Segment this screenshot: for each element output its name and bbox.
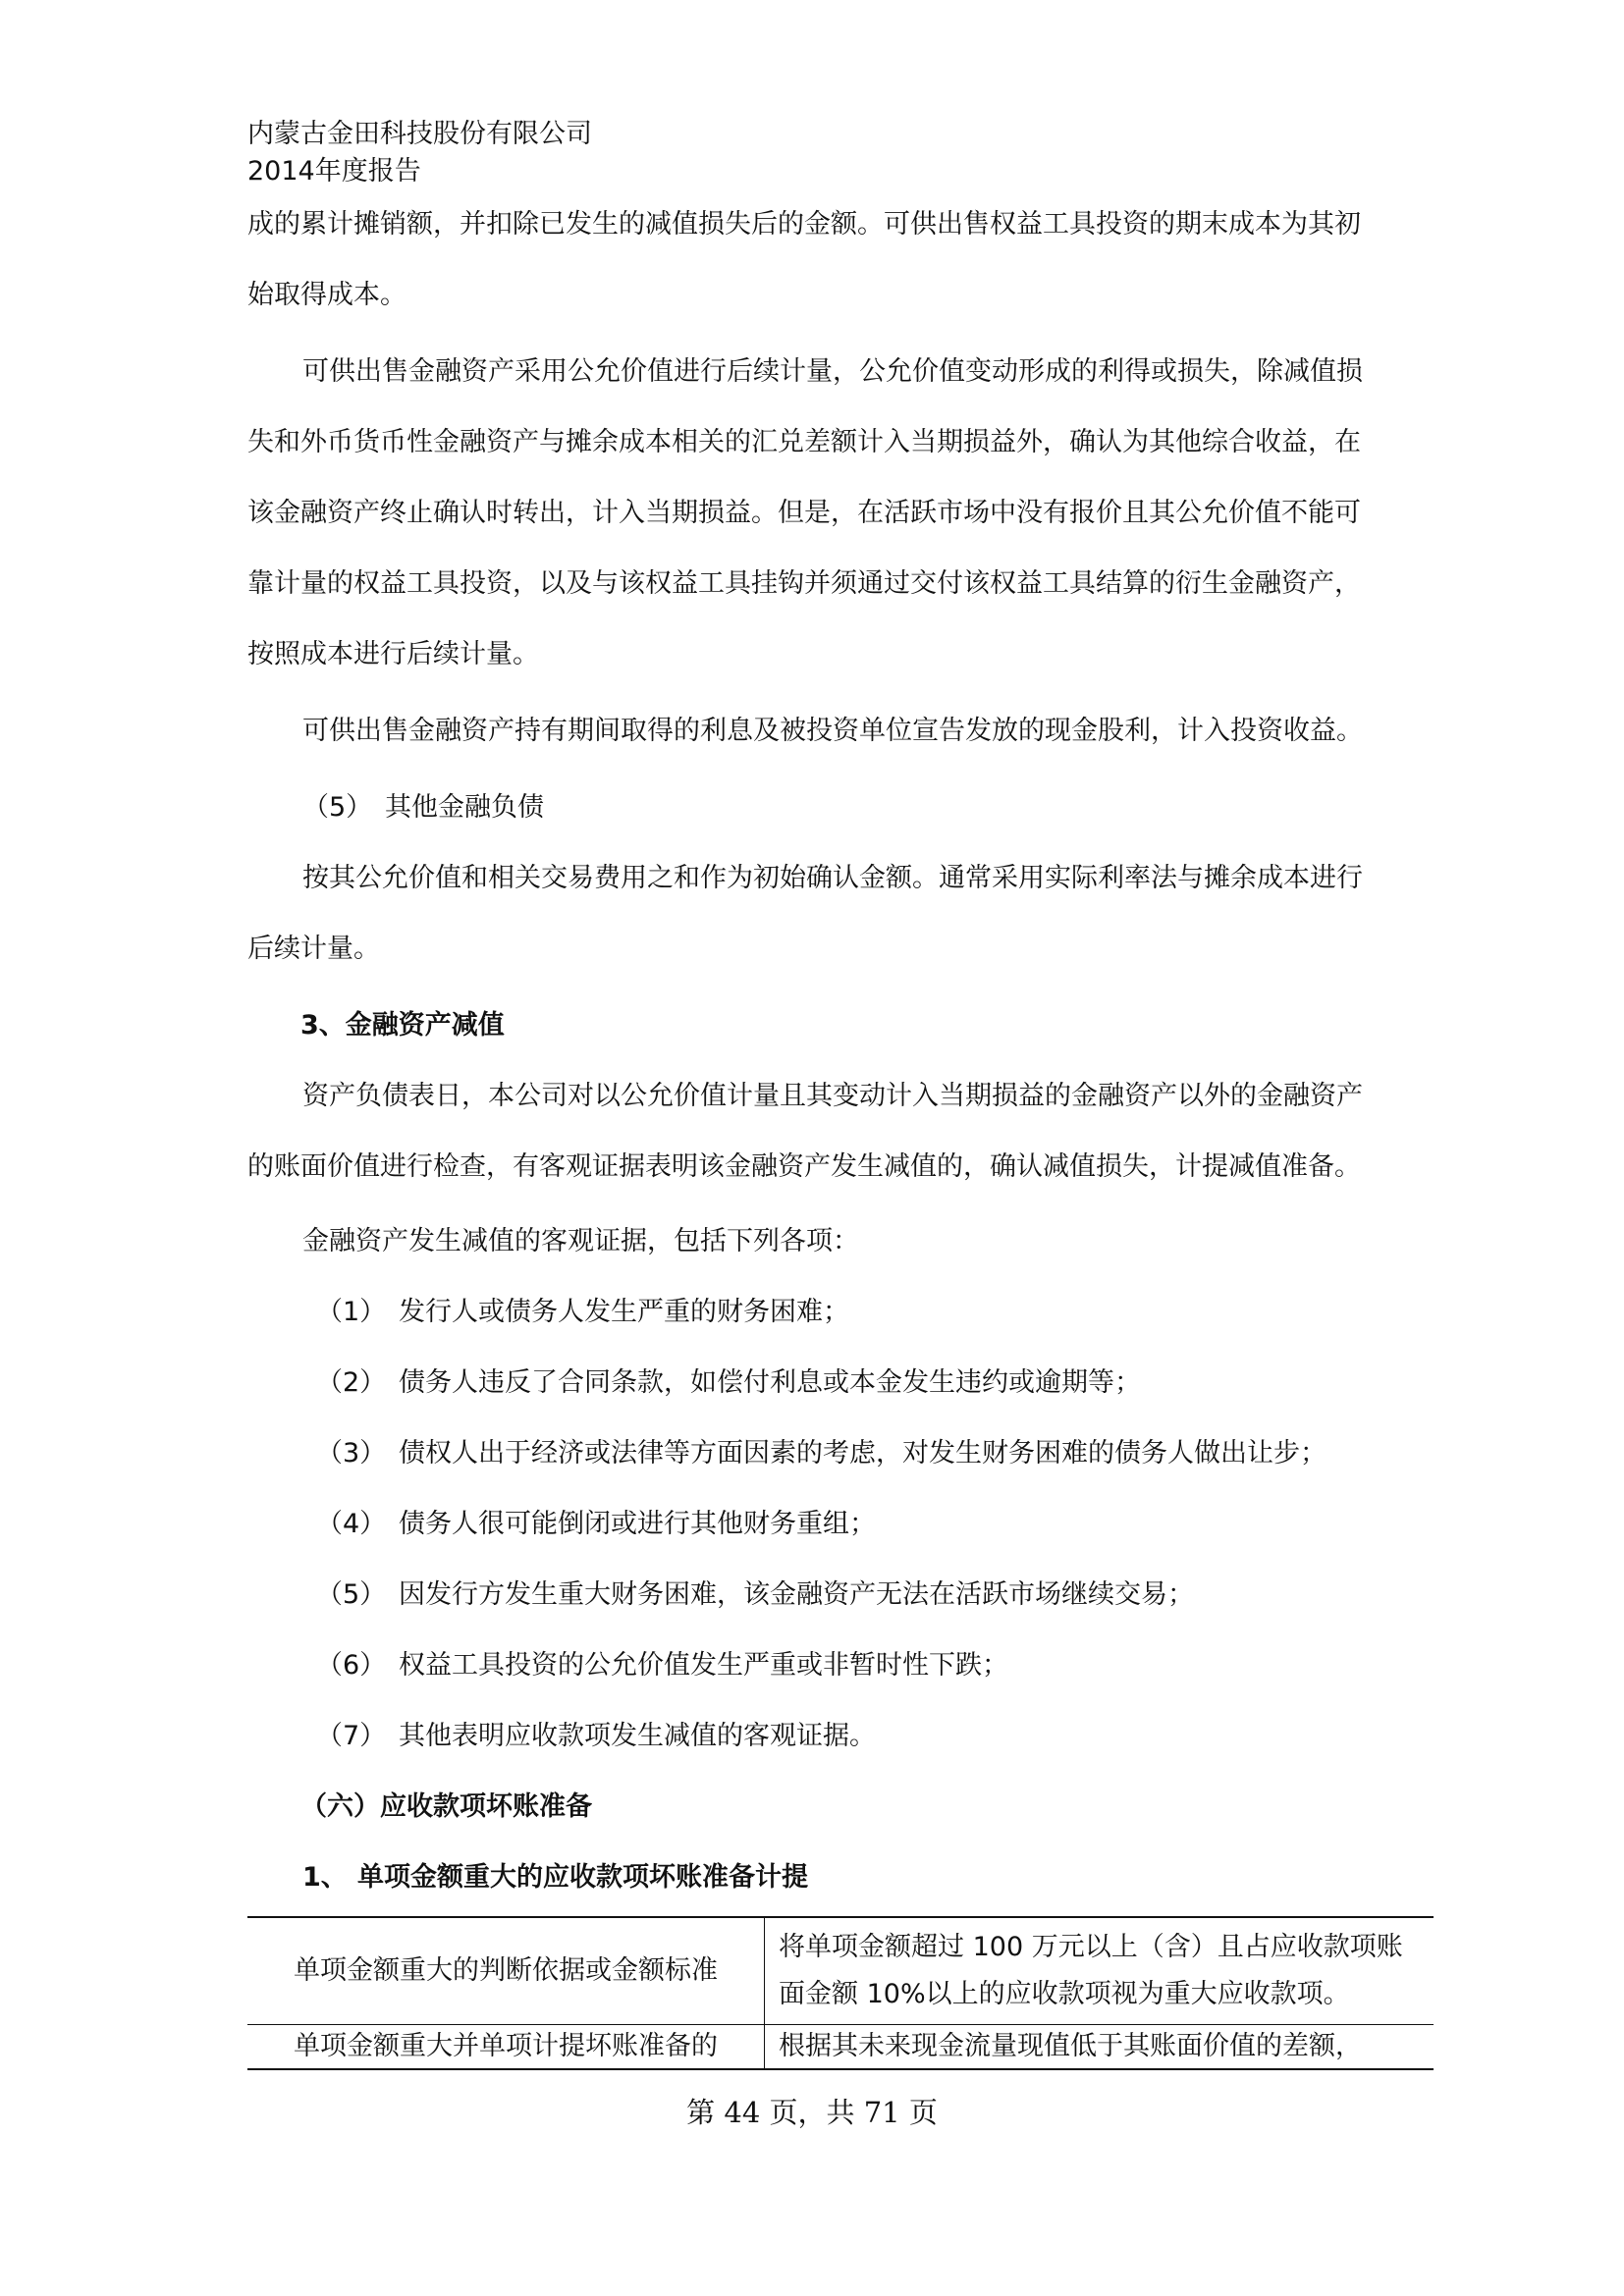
item-text: 权益工具投资的公允价值发生严重或非暂时性下跌； (399, 1650, 1008, 1681)
item-number: （6） (316, 1650, 387, 1681)
item-number: （5） (316, 1579, 387, 1610)
item-text: 因发行方发生重大财务困难，该金融资产无法在活跃市场继续交易； (399, 1579, 1194, 1610)
criteria-table (247, 1916, 1434, 2070)
list-item (247, 1701, 1386, 1772)
item-number: （1） (316, 1297, 387, 1327)
table-row (247, 1917, 1434, 2025)
report-title: 2014年度报告 (247, 156, 421, 187)
item-text: 债权人出于经济或法律等方面因素的考虑，对发生财务困难的债务人做出让步； (399, 1438, 1326, 1468)
page-header (247, 116, 592, 190)
table-cell-label: 单项金额重大的判断依据或金额标准 (247, 1917, 765, 2025)
heading-receivables-provision: （六）应收款项坏账准备 (300, 1791, 592, 1822)
heading-text: 单项金额重大的应收款项坏账准备计提 (357, 1862, 808, 1893)
list-item (247, 1560, 1386, 1630)
company-name: 内蒙古金田科技股份有限公司 (247, 119, 592, 149)
paragraph-evidence-intro: 金融资产发生减值的客观证据，包括下列各项： (302, 1226, 859, 1256)
paragraph-interest: 可供出售金融资产持有期间取得的利息及被投资单位宣告发放的现金股利，计入投资收益。 (302, 716, 1363, 746)
table-cell-value: 将单项金额超过 100 万元以上（含）且占应收款项账面金额 10%以上的应收款项视为重大应收款项。 (765, 1917, 1435, 2025)
item-number: （2） (316, 1367, 387, 1398)
table-row (247, 2025, 1434, 2070)
heading-number: 1、 (302, 1862, 348, 1893)
item-number: （5） (302, 792, 373, 823)
page-number: 第 44 页，共 71 页 (686, 2096, 938, 2129)
item-text: 发行人或债务人发生严重的财务困难； (399, 1297, 849, 1327)
item-text: 其他金融负债 (385, 792, 544, 823)
heading-impairment: 3、金融资产减值 (300, 1010, 505, 1041)
item-number: （7） (316, 1721, 387, 1751)
table-cell-value: 根据其未来现金流量现值低于其账面价值的差额， (765, 2025, 1435, 2070)
heading-significant-receivables (247, 1842, 1386, 1913)
evidence-list (247, 1277, 1386, 1772)
list-item (247, 1489, 1386, 1560)
item-text: 其他表明应收款项发生减值的客观证据。 (399, 1721, 876, 1751)
paragraph-cost: 成的累计摊销额，并扣除已发生的减值损失后的金额。可供出售权益工具投资的期末成本为其初始取得成本。 (247, 209, 1361, 310)
paragraph-fair-value: 可供出售金融资产采用公允价值进行后续计量，公允价值变动形成的利得或损失，除减值损失和外币货币性金融资产与摊余成本相关的汇兑差额计入当期损益外，确认为其他综合收益，在该金融资产终止确认时转出，计入当期损益。但是，在活跃市场中没有报价且其公允价值不能可靠计量的权益工具投资，以及与该权益工具挂钩并须通过交付该权益工具结算的衍生金融资产，按照成本进行后续计量。 (247, 356, 1363, 669)
item-number: （3） (316, 1438, 387, 1468)
item-other-liabilities (247, 773, 1386, 843)
table-cell-label: 单项金额重大并单项计提坏账准备的 (247, 2025, 765, 2070)
list-item (247, 1348, 1386, 1418)
paragraph-initial-amount: 按其公允价值和相关交易费用之和作为初始确认金额。通常采用实际利率法与摊余成本进行后续计量。 (247, 863, 1363, 964)
list-item (247, 1630, 1386, 1701)
body-content (247, 189, 1386, 1913)
list-item (247, 1277, 1386, 1348)
item-text: 债务人违反了合同条款，如偿付利息或本金发生违约或逾期等； (399, 1367, 1141, 1398)
list-item (247, 1418, 1386, 1489)
item-text: 债务人很可能倒闭或进行其他财务重组； (399, 1509, 876, 1539)
paragraph-balance-sheet-date: 资产负债表日，本公司对以公允价值计量且其变动计入当期损益的金融资产以外的金融资产的账面价值进行检查，有客观证据表明该金融资产发生减值的，确认减值损失，计提减值准备。 (247, 1081, 1363, 1182)
item-number: （4） (316, 1509, 387, 1539)
